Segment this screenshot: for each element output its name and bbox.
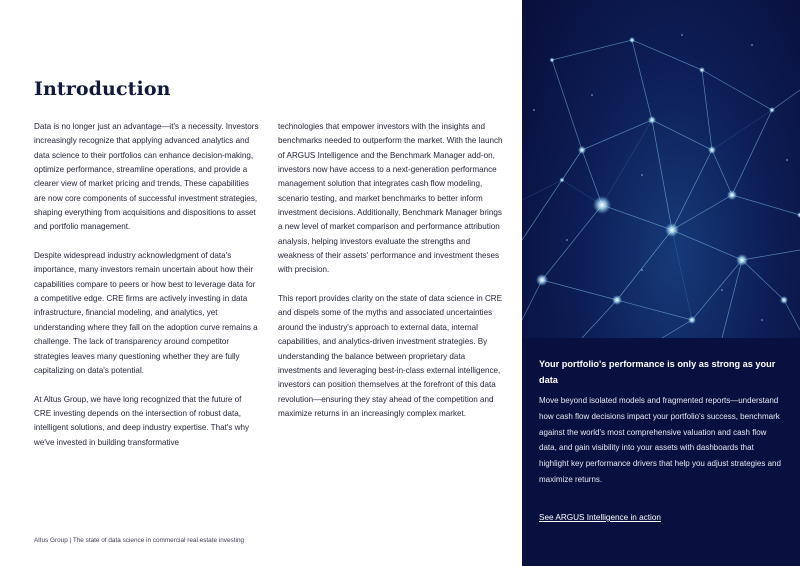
page-footer: Altus Group | The state of data science in commercial real estate investing [34,537,245,544]
paragraph: technologies that empower investors with the insights and benchmarks needed to outperform the market. With the launch of ARGUS Intelligence and the Benchmark Manager add-on, investors now have access to a next-generation performance management solution that integrates cash flow modeling, scenario testing, and market benchmarks to better inform investment decisions. Additionally, Benchmark Manager brings a new level of market comparison and performance attribution analysis, helping investors evaluate the strengths and weakness of their assets' performance and investment theses with precision. [278,122,503,275]
paragraph: Despite widespread industry acknowledgment of data's importance, many investors remain uncertain about how their capabilities compare to peers or how best to leverage data for a competitive edge. CRE firms are actively investing in data infrastructure, financial modeling, and analytics, yet understanding where they fall on the adoption curve remains a challenge. The lack of transparency around competitor strategies leaves many questioning whether they are fully capitalizing on data's potential. [34,251,258,375]
left-column [34,120,260,464]
paragraph: Data is no longer just an advantage—it's a necessity. Investors increasingly recognize that applying advanced analytics and data science to their portfolios can enhance decision-making, optimize performance, streamline operations, and provide a clearer view of market pricing and trends. These capabilities are now core components of successful investment strategies, shaping everything from acquisitions and dispositions to asset and portfolio management. [34,122,259,232]
right-column [278,120,504,436]
callout-box [522,338,800,566]
callout-heading: Your portfolio's performance is only as strong as your data [539,359,776,385]
page-title: Introduction [34,78,171,100]
paragraph: This report provides clarity on the state of data science in CRE and dispels some of the myths and associated uncertainties around the industry's approach to external data, internal capabilities, and analytics-driven investment strategies. By understanding the balance between proprietary data investments and leveraging best-in-class external intelligence, investors can position themselves at the forefront of this data revolution—ensuring they stay ahead of the competition and maximize returns in an increasingly complex market. [278,294,503,418]
paragraph: At Altus Group, we have long recognized that the future of CRE investing depends on the intersection of robust data, intelligent solutions, and deep industry expertise. That's why we've invested in building transformative [34,394,250,447]
callout-body: Move beyond isolated models and fragmented reports—understand how cash flow decisions impact your portfolio's success, benchmark against the world's most comprehensive valuation and cash flow data, and gain visibility into your assets with dashboards that highlight key performance drivers that help you adjust strategies and maximize returns. [539,396,781,484]
argus-intelligence-link[interactable]: See ARGUS Intelligence in action [539,513,661,522]
